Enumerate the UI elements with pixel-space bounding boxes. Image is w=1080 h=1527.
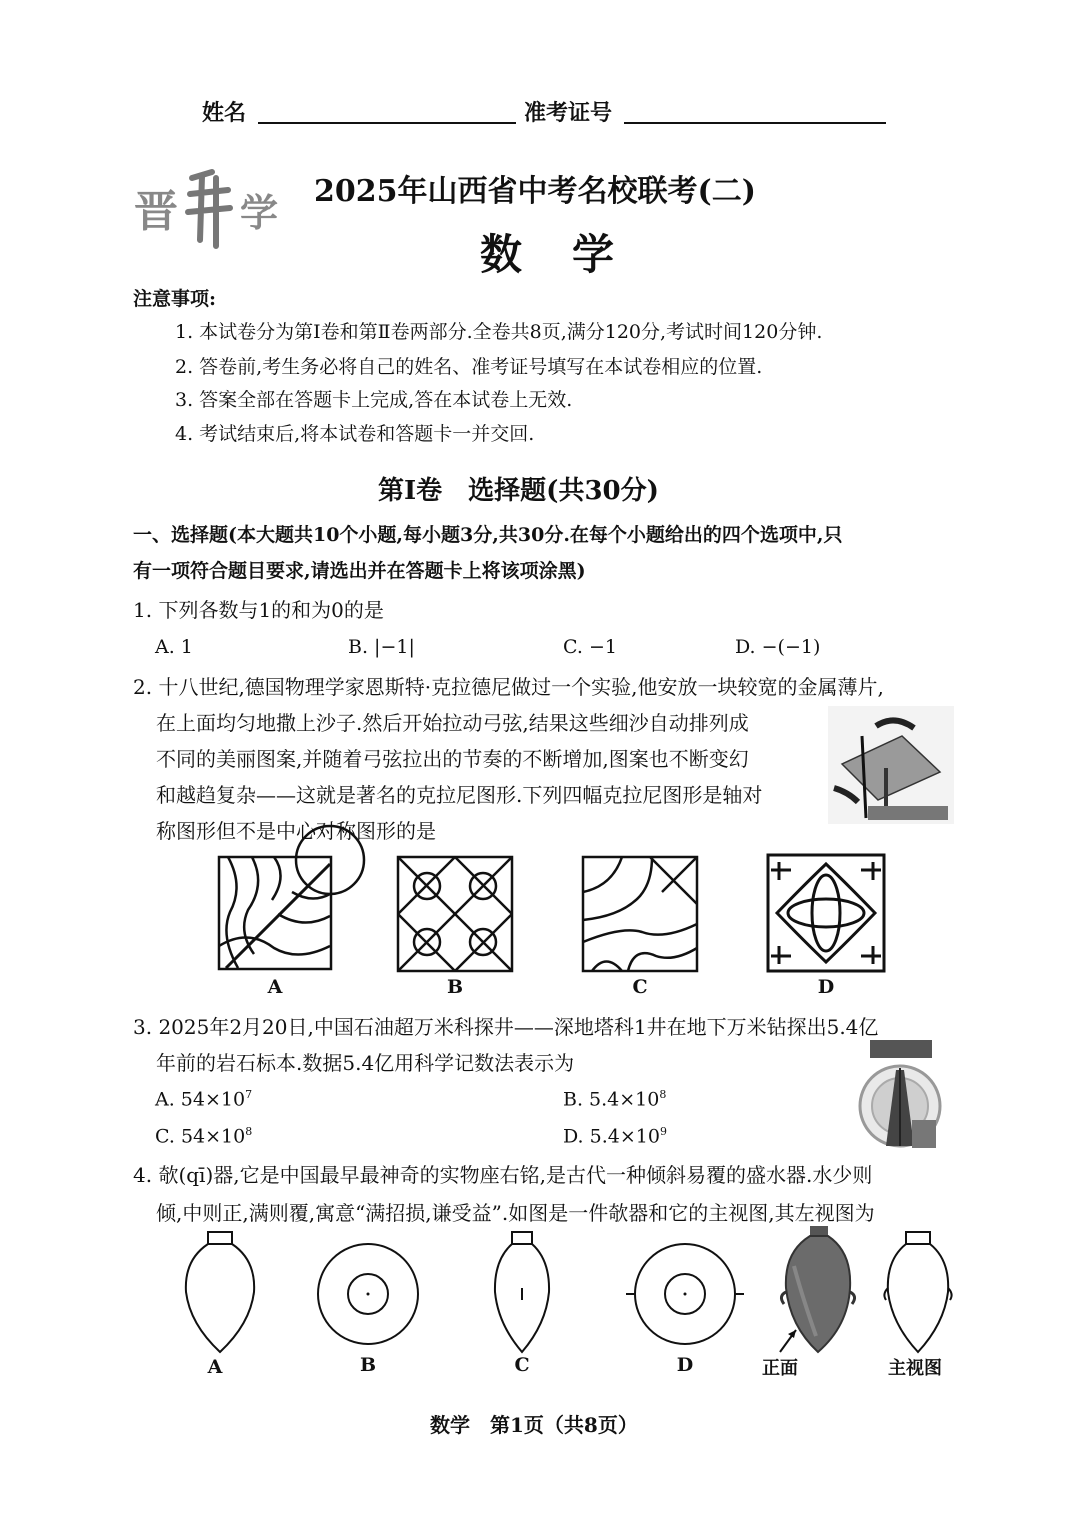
q4-label-b: B xyxy=(359,1354,377,1376)
q4-line-1: 4. 欹(qī)器,它是中国最早最神奇的实物座右铭,是古代一种倾斜易覆的盛水器.水少则 xyxy=(133,1163,873,1187)
q1-option-a: A. 1 xyxy=(155,636,193,658)
q4-main-view-label: 主视图 xyxy=(888,1358,942,1379)
q1-option-b: B. |−1| xyxy=(348,636,415,658)
vessel-option-d xyxy=(626,1240,744,1348)
q1-option-d: D. −(−1) xyxy=(735,636,821,658)
notice-item-1: 1. 本试卷分为第Ⅰ卷和第Ⅱ卷两部分.全卷共8页,满分120分,考试时间120分钟. xyxy=(175,321,823,343)
drill-well-image xyxy=(856,1040,944,1150)
q4-label-d: D xyxy=(676,1354,694,1376)
q3-line-1: 3. 2025年2月20日,中国石油超万米科探井——深地塔科1井在地下万米钻探出5.4亿 xyxy=(133,1015,879,1039)
chladni-figure-b xyxy=(397,856,513,972)
section-title: 第Ⅰ卷 选择题(共30分) xyxy=(378,476,659,506)
vessel-photo xyxy=(776,1226,860,1356)
q2-line-3: 不同的美丽图案,并随着弓弦拉出的节奏的不断增加,图案也不断变幻 xyxy=(156,747,749,771)
vessel-option-b xyxy=(314,1240,422,1348)
q4-label-c: C xyxy=(514,1354,530,1376)
q1-option-c: C. −1 xyxy=(563,636,617,658)
q2-label-a: A xyxy=(267,976,283,998)
section-instruction-2: 有一项符合题目要求,请选出并在答题卡上将该项涂黑) xyxy=(133,560,586,582)
q3-line-2: 年前的岩石标本.数据5.4亿用科学记数法表示为 xyxy=(156,1051,575,1075)
name-underline xyxy=(258,122,516,124)
notice-item-3: 3. 答案全部在答题卡上完成,答在本试卷上无效. xyxy=(175,389,573,411)
q2-line-4: 和越趋复杂——这就是著名的克拉尼图形.下列四幅克拉尼图形是轴对 xyxy=(156,783,763,807)
ticket-label: 准考证号 xyxy=(524,100,613,126)
q2-label-d: D xyxy=(817,976,835,998)
notice-item-4: 4. 考试结束后,将本试卷和答题卡一并交回. xyxy=(175,423,535,445)
q3-option-d: D. $5.4\times 10^9$ xyxy=(563,1125,667,1148)
q3-option-c: C. $54\times 10^8$ xyxy=(155,1125,253,1148)
svg-text:晋: 晋 xyxy=(134,186,178,237)
subject-title: 数 学 xyxy=(480,230,619,279)
section-instruction-1: 一、选择题(本大题共10个小题,每小题3分,共30分.在每个小题给出的四个选项中,只 xyxy=(133,524,843,546)
chladni-experiment-image xyxy=(828,706,954,824)
svg-text:学: 学 xyxy=(240,191,279,235)
q2-label-c: C xyxy=(632,976,648,998)
page-footer: 数学 第1页（共8页） xyxy=(430,1413,638,1437)
q2-label-b: B xyxy=(446,976,464,998)
q2-line-1: 2. 十八世纪,德国物理学家恩斯特·克拉德尼做过一个实验,他安放一块较宽的金属薄片, xyxy=(133,675,884,699)
logo-icon xyxy=(130,168,290,248)
chladni-figure-c xyxy=(582,856,698,972)
vessel-option-a xyxy=(180,1230,260,1354)
logo xyxy=(130,168,290,248)
vessel-main-view xyxy=(880,1230,956,1354)
notice-item-2: 2. 答卷前,考生务必将自己的姓名、准考证号填写在本试卷相应的位置. xyxy=(175,356,763,378)
q4-line-2: 倾,中则正,满则覆,寓意“满招损,谦受益”.如图是一件欹器和它的主视图,其左视图为 xyxy=(156,1201,875,1225)
notice-title: 注意事项: xyxy=(133,288,217,310)
q4-label-a: A xyxy=(207,1356,223,1378)
q1-stem: 1. 下列各数与1的和为0的是 xyxy=(133,598,384,622)
name-label: 姓名 xyxy=(202,100,247,126)
q3-option-b: B. $5.4\times 10^8$ xyxy=(563,1088,667,1111)
ticket-underline xyxy=(624,122,886,124)
vessel-option-c xyxy=(490,1230,554,1354)
chladni-figure-d xyxy=(767,854,885,972)
q2-line-5: 称图形但不是中心对称图形的是 xyxy=(156,819,436,843)
exam-title: 2025年山西省中考名校联考(二) xyxy=(314,174,756,209)
q2-line-2: 在上面均匀地撒上沙子.然后开始拉动弓弦,结果这些细沙自动排列成 xyxy=(156,711,749,735)
chladni-figure-a xyxy=(218,856,332,970)
q3-option-a: A. $54\times 10^7$ xyxy=(155,1088,253,1111)
q4-front-label: 正面 xyxy=(762,1358,798,1379)
